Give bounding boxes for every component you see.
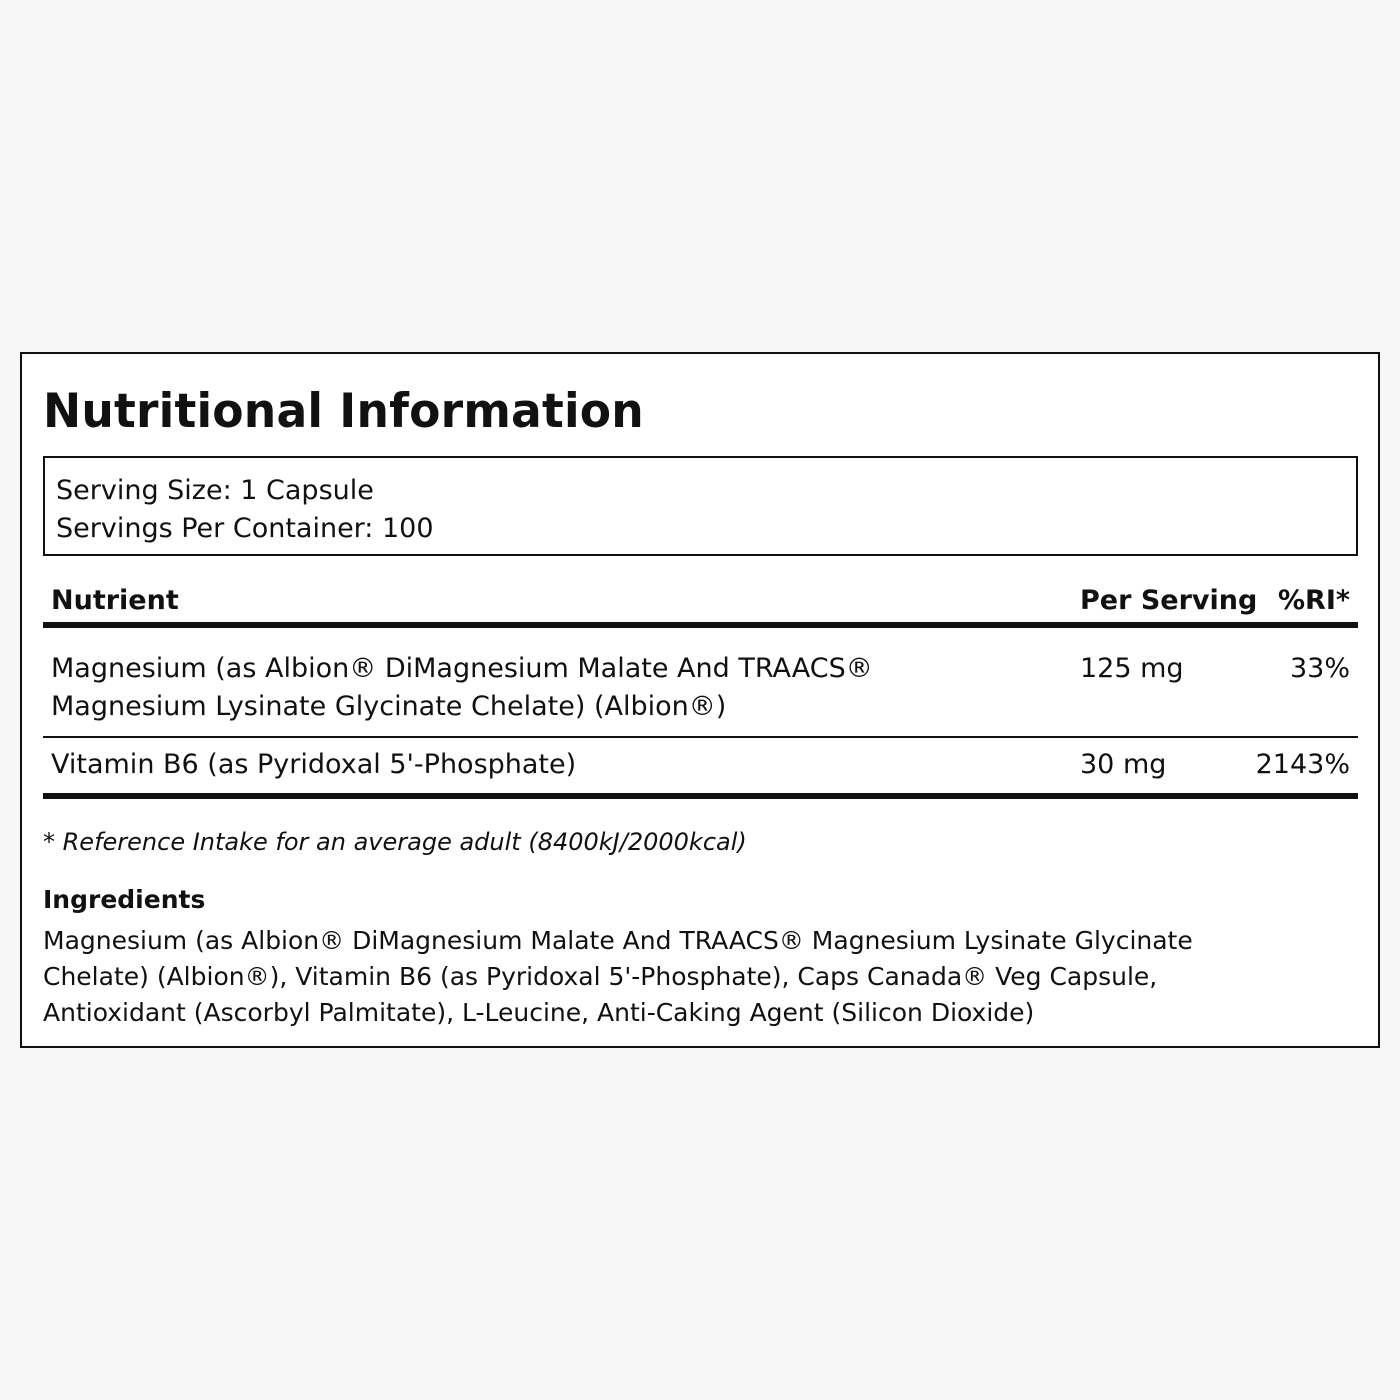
- nutrient-table: [43, 578, 1358, 799]
- table-row: [43, 628, 1358, 738]
- nutrition-panel: [20, 352, 1380, 1048]
- table-row: [43, 738, 1358, 799]
- nutrient-name: Vitamin B6 (as Pyridoxal 5'-Phosphate): [51, 749, 577, 780]
- nutrient-name: Magnesium (as Albion® DiMagnesium Malate And TRAACS® Magnesium Lysinate Glycinate Chelate) (Albion®): [51, 653, 873, 722]
- servings-per-container: Servings Per Container: 100: [56, 513, 434, 544]
- reference-intake-footnote: * Reference Intake for an average adult (8400kJ/2000kcal): [43, 828, 747, 856]
- nutrient-per-serving: 30 mg: [1080, 749, 1167, 780]
- table-header: [43, 578, 1358, 628]
- panel-title: Nutritional Information: [43, 384, 644, 439]
- nutrient-ri: 33%: [1289, 653, 1350, 684]
- header-ri: %RI*: [1277, 584, 1350, 616]
- ingredients-text: Magnesium (as Albion® DiMagnesium Malate And TRAACS® Magnesium Lysinate Glycinate Chelate) (Albion®), Vitamin B6 (as Pyridoxal 5'-Phosphate), Caps Canada® Veg Capsule, Antioxidant (Ascorbyl Palmitate), L-Leucine, Anti-Caking Agent (Silicon Dioxide): [43, 926, 1193, 1027]
- header-nutrient: Nutrient: [51, 584, 179, 616]
- serving-info-box: [43, 456, 1358, 556]
- nutrient-per-serving: 125 mg: [1080, 653, 1184, 684]
- serving-size: Serving Size: 1 Capsule: [56, 475, 374, 506]
- nutrient-ri: 2143%: [1255, 749, 1350, 780]
- header-per-serving: Per Serving: [1080, 584, 1258, 616]
- ingredients-heading: Ingredients: [43, 885, 206, 914]
